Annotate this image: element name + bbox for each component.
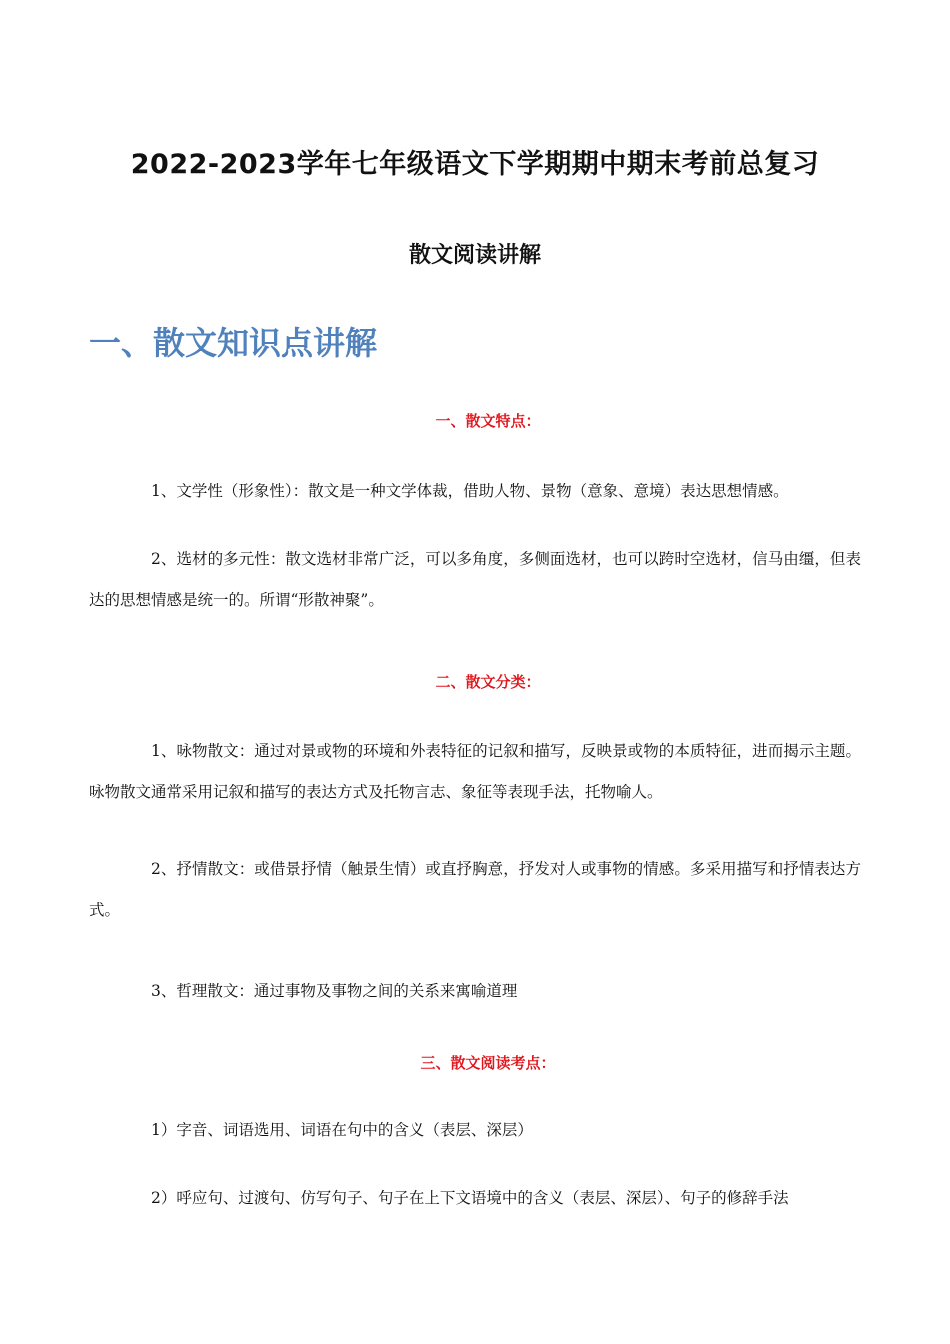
classification-item-1: 1、咏物散文：通过对景或物的环境和外表特征的记叙和描写，反映景或物的本质特征，进而揭示主题。咏物散文通常采用记叙和描写的表达方式及托物言志、象征等表现手法，托物喻人。 (89, 742, 861, 801)
features-item-2: 2、选材的多元性：散文选材非常广泛，可以多角度，多侧面选材，也可以跨时空选材，信马由缰，但表达的思想情感是统一的。所谓“形散神聚”。 (89, 550, 861, 609)
features-item-1: 1、文学性（形象性）：散文是一种文学体裁，借助人物、景物（意象、意境）表达思想情感。 (151, 482, 789, 500)
exam-points-heading: 三、散文阅读考点： (420, 1054, 556, 1072)
section-heading: 一、散文知识点讲解 (89, 324, 378, 362)
classification-item-2: 2、抒情散文：或借景抒情（触景生情）或直抒胸意，抒发对人或事物的情感。多采用描写和抒情表达方式。 (89, 860, 861, 919)
features-heading: 一、散文特点： (435, 412, 541, 430)
exam-points-item-2: 2）呼应句、过渡句、仿写句子、句子在上下文语境中的含义（表层、深层）、句子的修辞手法 (151, 1189, 789, 1207)
classification-item-3: 3、哲理散文：通过事物及事物之间的关系来寓喻道理 (151, 982, 518, 1000)
document-subtitle: 散文阅读讲解 (408, 243, 541, 268)
exam-points-item-1: 1）字音、词语选用、词语在句中的含义（表层、深层） (151, 1121, 533, 1139)
classification-heading: 二、散文分类： (435, 673, 541, 691)
document-title: 2022-2023学年七年级语文下学期期中期末考前总复习 (130, 149, 820, 180)
